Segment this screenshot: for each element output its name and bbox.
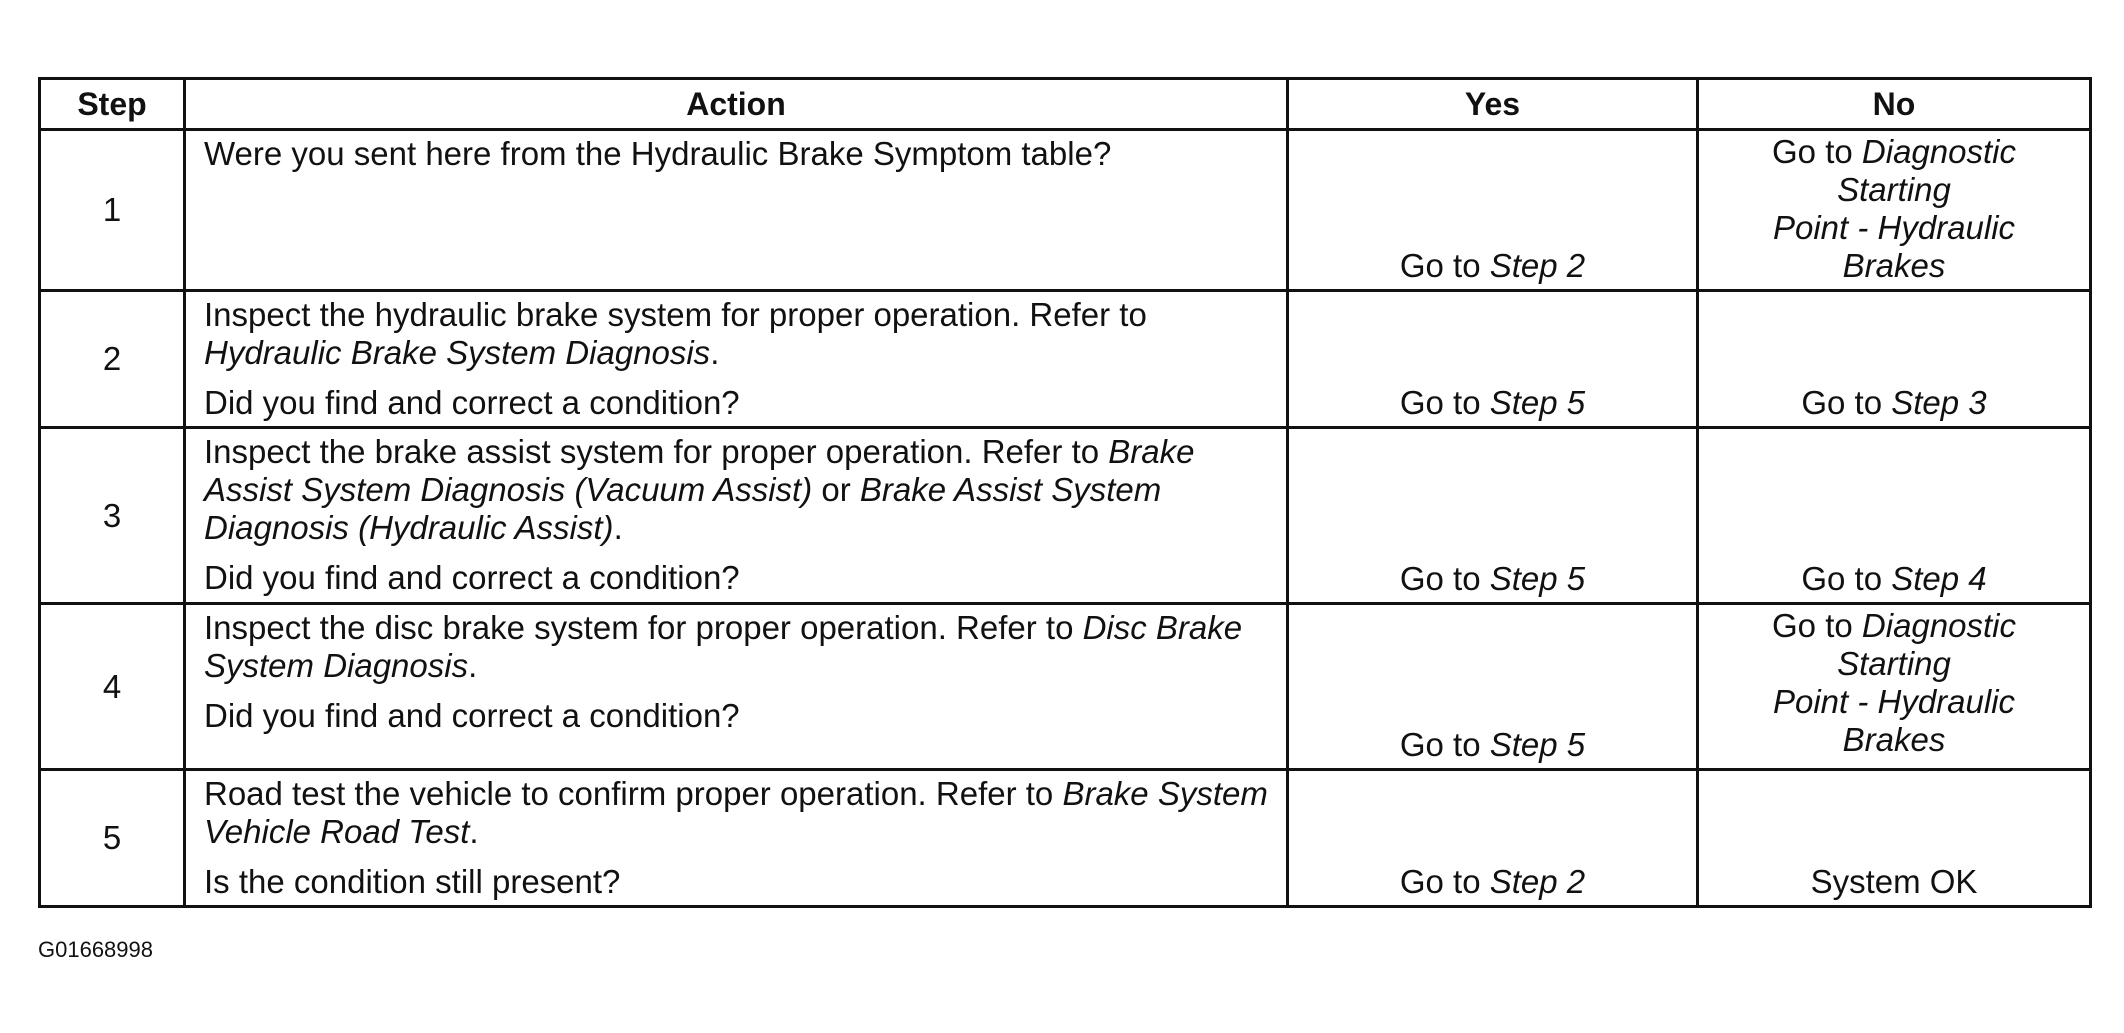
header-no: No (1698, 79, 2091, 130)
header-row (40, 79, 2091, 130)
no-cell (1698, 130, 2091, 291)
no-step-link[interactable]: Step 3 (1891, 384, 1987, 421)
action-reference[interactable]: Brake System Vehicle Road Test (204, 775, 1268, 850)
no-cell (1698, 428, 2091, 604)
yes-prefix: Go to (1399, 726, 1490, 763)
yes-step-link[interactable]: Step 5 (1489, 560, 1586, 597)
no-ref-line4[interactable]: Brakes (1842, 721, 1946, 758)
yes-step-link[interactable]: Step 2 (1489, 247, 1586, 284)
no-cell (1698, 770, 2091, 907)
header-step: Step (40, 79, 185, 130)
step-number: 1 (40, 130, 185, 291)
action-cell (185, 130, 1288, 291)
yes-prefix: Go to (1399, 247, 1490, 284)
step-number: 3 (40, 428, 185, 604)
yes-step-link[interactable]: Step 5 (1489, 726, 1586, 763)
action-reference[interactable]: Disc Brake System Diagnosis (204, 609, 1243, 684)
step-number: 4 (40, 604, 185, 770)
action-text: Inspect the brake assist system for proper operation. Refer to (204, 433, 1109, 470)
action-text: Inspect the disc brake system for proper operation. Refer to (204, 609, 1083, 646)
action-instruction (204, 433, 1268, 547)
yes-step-link[interactable]: Step 5 (1489, 384, 1586, 421)
header-yes: Yes (1288, 79, 1698, 130)
action-question: Did you find and correct a condition? (204, 384, 740, 421)
yes-cell (1288, 130, 1698, 291)
no-prefix: Go to (1801, 384, 1892, 421)
yes-cell (1288, 291, 1698, 428)
action-cell (185, 291, 1288, 428)
no-prefix: Go to (1772, 607, 1862, 644)
action-punct: . (710, 334, 720, 371)
action-punct: . (468, 647, 478, 684)
action-question: Did you find and correct a condition? (204, 697, 740, 734)
yes-step-link[interactable]: Step 2 (1489, 863, 1586, 900)
no-ref-line1[interactable]: Diagnostic (1861, 607, 2016, 644)
no-ref-line3[interactable]: Point - Hydraulic (1772, 683, 2016, 720)
no-ref-line3[interactable]: Point - Hydraulic (1772, 209, 2016, 246)
no-ref-line1[interactable]: Diagnostic (1861, 133, 2016, 170)
action-instruction (204, 296, 1268, 372)
action-cell (185, 604, 1288, 770)
action-cell (185, 770, 1288, 907)
action-instruction (204, 775, 1268, 851)
no-step-link[interactable]: Step 4 (1891, 560, 1987, 597)
action-reference-2[interactable]: Brake Assist System Diagnosis (Hydraulic Assist) (204, 471, 1162, 546)
diagnostic-table (38, 77, 2092, 908)
table-row (40, 428, 2091, 604)
table-row (40, 770, 2091, 907)
action-reference[interactable]: Brake Assist System Diagnosis (Vacuum Assist) (204, 433, 1195, 508)
yes-cell (1288, 604, 1698, 770)
no-cell (1698, 604, 2091, 770)
no-ref-line4[interactable]: Brakes (1842, 247, 1946, 284)
action-punct: . (469, 813, 479, 850)
no-result: System OK (1810, 863, 1978, 900)
header-action: Action (185, 79, 1288, 130)
no-ref-line2[interactable]: Starting (1837, 645, 1951, 682)
action-question: Did you find and correct a condition? (204, 559, 740, 596)
no-cell (1698, 291, 2091, 428)
action-text: Were you sent here from the Hydraulic Brake Symptom table? (204, 135, 1112, 172)
action-cell (185, 428, 1288, 604)
yes-prefix: Go to (1399, 863, 1490, 900)
action-question: Is the condition still present? (204, 863, 621, 900)
yes-prefix: Go to (1399, 560, 1490, 597)
action-text: Road test the vehicle to confirm proper operation. Refer to (204, 775, 1063, 812)
yes-cell (1288, 770, 1698, 907)
action-text: Inspect the hydraulic brake system for proper operation. Refer to (204, 296, 1147, 333)
action-punct: . (613, 509, 623, 546)
action-text-or: or (812, 471, 860, 508)
table-row (40, 291, 2091, 428)
yes-cell (1288, 428, 1698, 604)
figure-id-label: G01668998 (38, 937, 153, 962)
table-row (40, 130, 2091, 291)
table-row (40, 604, 2091, 770)
action-instruction (204, 609, 1268, 685)
action-reference[interactable]: Hydraulic Brake System Diagnosis (204, 334, 711, 371)
step-number: 5 (40, 770, 185, 907)
step-number: 2 (40, 291, 185, 428)
no-prefix: Go to (1801, 560, 1892, 597)
yes-prefix: Go to (1399, 384, 1490, 421)
no-ref-line2[interactable]: Starting (1837, 171, 1951, 208)
no-prefix: Go to (1772, 133, 1862, 170)
